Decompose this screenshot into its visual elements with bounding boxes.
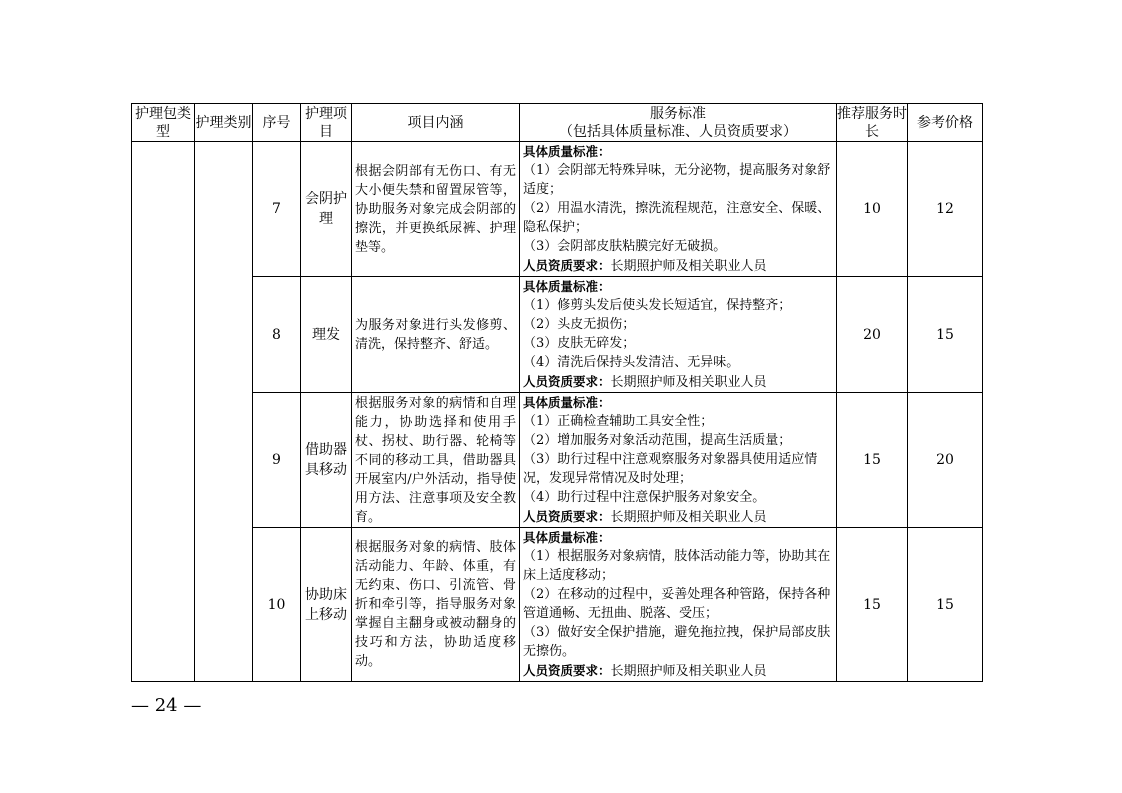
- header-category: 护理类别: [195, 104, 253, 142]
- standard-cell: [520, 528, 837, 682]
- duration-cell: 20: [837, 277, 908, 393]
- qualification-text: 长期照护师及相关职业人员: [610, 664, 767, 679]
- seq-cell: 10: [253, 528, 301, 682]
- item-cell: 协助床上移动: [301, 528, 352, 682]
- page-number: — 24 —: [131, 695, 202, 716]
- standard-cell: [520, 393, 837, 528]
- seq-cell: 8: [253, 277, 301, 393]
- quality-label: 具体质量标准：: [523, 395, 611, 410]
- table-header-row: [132, 104, 983, 142]
- header-content: 项目内涵: [352, 104, 520, 142]
- qualification-text: 长期照护师及相关职业人员: [610, 375, 767, 390]
- standard-item: （1）会阴部无特殊异味，无分泌物，提高服务对象舒适度；: [523, 163, 831, 197]
- header-standard-subtitle: （包括具体质量标准、人员资质要求）: [559, 123, 797, 140]
- qualification-text: 长期照护师及相关职业人员: [610, 259, 767, 274]
- item-cell: 会阴护理: [301, 142, 352, 277]
- standard-item: （4）清洗后保持头发清洁、无异味。: [523, 355, 740, 370]
- standard-cell: [520, 277, 837, 393]
- price-cell: 12: [908, 142, 983, 277]
- standard-item: （2）在移动的过程中，妥善处理各种管路，保持各种管道通畅、无扭曲、脱落、受压；: [523, 587, 831, 621]
- qualification-label: 人员资质要求：: [523, 374, 611, 389]
- package-type-cell: [132, 142, 195, 682]
- standard-item: （1）正确检查辅助工具安全性；: [523, 414, 714, 429]
- header-seq: 序号: [253, 104, 301, 142]
- standard-item: （3）助行过程中注意观察服务对象器具使用适应情况，发现异常情况及时处理；: [523, 452, 818, 486]
- standard-item: （3）皮肤无碎发；: [523, 336, 636, 351]
- qualification-label: 人员资质要求：: [523, 258, 611, 273]
- price-cell: 15: [908, 528, 983, 682]
- header-price: 参考价格: [908, 104, 983, 142]
- standard-item: （3）会阴部皮肤粘膜完好无破损。: [523, 239, 727, 254]
- standard-item: （4）助行过程中注意保护服务对象安全。: [523, 490, 766, 505]
- table-row: [132, 277, 983, 393]
- table-row: [132, 393, 983, 528]
- quality-label: 具体质量标准：: [523, 279, 611, 294]
- standard-item: （1）根据服务对象病情，肢体活动能力等，协助其在床上适度移动；: [523, 549, 831, 583]
- seq-cell: 7: [253, 142, 301, 277]
- standard-item: （2）用温水清洗，擦洗流程规范，注意安全、保暖、隐私保护；: [523, 201, 831, 235]
- standard-item: （2）增加服务对象活动范围，提高生活质量；: [523, 433, 792, 448]
- duration-cell: 15: [837, 393, 908, 528]
- header-duration: 推荐服务时长: [837, 105, 907, 140]
- standard-item: （3）做好安全保护措施，避免拖拉拽，保护局部皮肤无擦伤。: [523, 625, 831, 659]
- standard-item: （1）修剪头发后使头发长短适宜，保持整齐；: [523, 298, 792, 313]
- price-cell: 15: [908, 277, 983, 393]
- header-package-type: 护理包类型: [132, 104, 195, 142]
- duration-cell: 15: [837, 528, 908, 682]
- content-cell: 根据会阴部有无伤口、有无大小便失禁和留置尿管等，协助服务对象完成会阴部的擦洗，并更换纸尿裤、护理垫等。: [352, 142, 520, 277]
- header-standard-title: 服务标准: [650, 105, 706, 122]
- item-cell: 借助器具移动: [301, 393, 352, 528]
- duration-cell: 10: [837, 142, 908, 277]
- qualification-label: 人员资质要求：: [523, 509, 611, 524]
- header-item: 护理项目: [301, 104, 352, 142]
- qualification-text: 长期照护师及相关职业人员: [610, 510, 767, 525]
- table-row: [132, 142, 983, 277]
- item-cell: 理发: [301, 277, 352, 393]
- quality-label: 具体质量标准：: [523, 530, 611, 545]
- service-table: [131, 103, 983, 682]
- header-standard: [520, 104, 837, 142]
- content-cell: 根据服务对象的病情和自理能力，协助选择和使用手杖、拐杖、助行器、轮椅等不同的移动工具，借助器具开展室内/户外活动，指导使用方法、注意事项及安全教育。: [352, 393, 520, 528]
- quality-label: 具体质量标准：: [523, 144, 611, 159]
- content-cell: 根据服务对象的病情、肢体活动能力、年龄、体重，有无约束、伤口、引流管、骨折和牵引等，指导服务对象掌握自主翻身或被动翻身的技巧和方法，协助适度移动。: [352, 528, 520, 682]
- seq-cell: 9: [253, 393, 301, 528]
- standard-cell: [520, 142, 837, 277]
- price-cell: 20: [908, 393, 983, 528]
- qualification-label: 人员资质要求：: [523, 663, 611, 678]
- category-cell: [195, 142, 253, 682]
- table-row: [132, 528, 983, 682]
- standard-item: （2）头皮无损伤；: [523, 317, 636, 332]
- content-cell: 为服务对象进行头发修剪、清洗，保持整齐、舒适。: [352, 277, 520, 393]
